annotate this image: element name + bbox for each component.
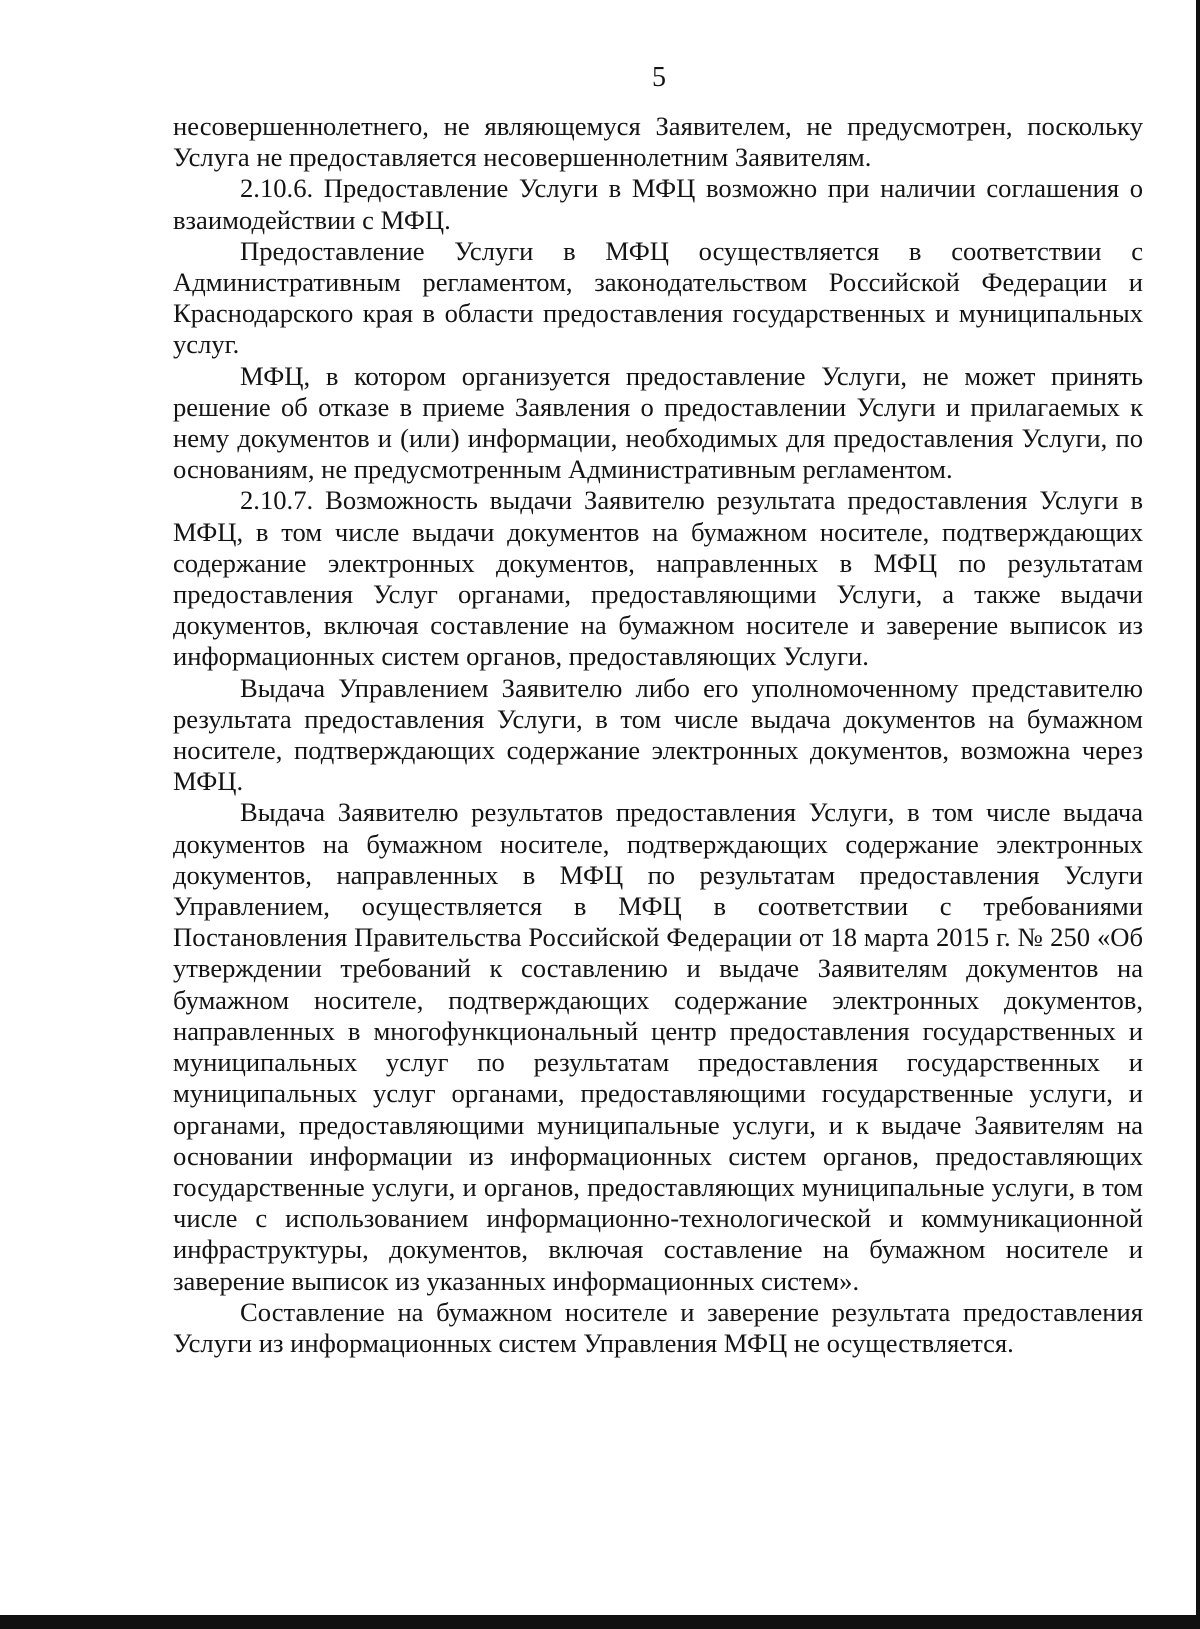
scan-edge-bottom [0,1615,1200,1629]
paragraph-continuation: несовершеннолетнего, не являющемуся Заявителем, не предусмотрен, поскольку Услуга не предоставляется несовершеннолетним Заявителям. [173,111,1143,173]
paragraph-issuance-requirements: Выдача Заявителю результатов предоставления Услуги, в том числе выдача документов на бумажном носителе, подтверждающих содержание электронных документов, направленных в МФЦ по результатам предоставления Услуги Управлением, осуществляется в МФЦ в соответствии с требованиями Постановления Правительства Российской Федерации от 18 марта 2015 г. № 250 «Об утверждении требований к составлению и выдаче Заявителям документов на бумажном носителе, подтверждающих содержание электронных документов, направленных в многофункциональный центр предоставления государственных и муниципальных услуг по результатам предоставления государственных и муниципальных услуг органами, предоставляющими государственные услуги, и органами, предоставляющими муниципальные услуги, и к выдаче Заявителям на основании информации из информационных систем органов, предоставляющих государственные услуги, и органов, предоставляющих муниципальные услуги, в том числе с использованием информационно-технологической и коммуникационной инфраструктуры, документов, включая составление на бумажном носителе и заверение выписок из указанных информационных систем». [173,797,1143,1296]
paragraph-2-10-6: 2.10.6. Предоставление Услуги в МФЦ возможно при наличии соглашения о взаимодействии с МФЦ. [173,173,1143,235]
paragraph-issuance-by-department: Выдача Управлением Заявителю либо его уполномоченному представителю результата предоставления Услуги, в том числе выдача документов на бумажном носителе, подтверждающих содержание электронных документов, возможна через МФЦ. [173,672,1143,797]
scan-edge-right [1196,0,1200,1629]
paragraph-mfc-provision: Предоставление Услуги в МФЦ осуществляется в соответствии с Административным регламентом, законодательством Российской Федерации и Краснодарского края в области предоставления государственных и муниципальных услуг. [173,235,1143,360]
paragraph-2-10-7: 2.10.7. Возможность выдачи Заявителю результата предоставления Услуги в МФЦ, в том числе выдачи документов на бумажном носителе, подтверждающих содержание электронных документов, направленных в МФЦ по результатам предоставления Услуг органами, предоставляющими Услуги, а также выдачи документов, включая составление на бумажном носителе и заверение выписок из информационных систем органов, предоставляющих Услуги. [173,485,1143,672]
paragraph-paper-certification: Составление на бумажном носителе и заверение результата предоставления Услуги из информационных систем Управления МФЦ не осуществляется. [173,1296,1143,1358]
page-number: 5 [652,62,666,93]
document-body [173,111,1143,1359]
paragraph-mfc-refusal: МФЦ, в котором организуется предоставление Услуги, не может принять решение об отказе в приеме Заявления о предоставлении Услуги и прилагаемых к нему документов и (или) информации, необходимых для предоставления Услуги, по основаниям, не предусмотренным Административным регламентом. [173,360,1143,485]
